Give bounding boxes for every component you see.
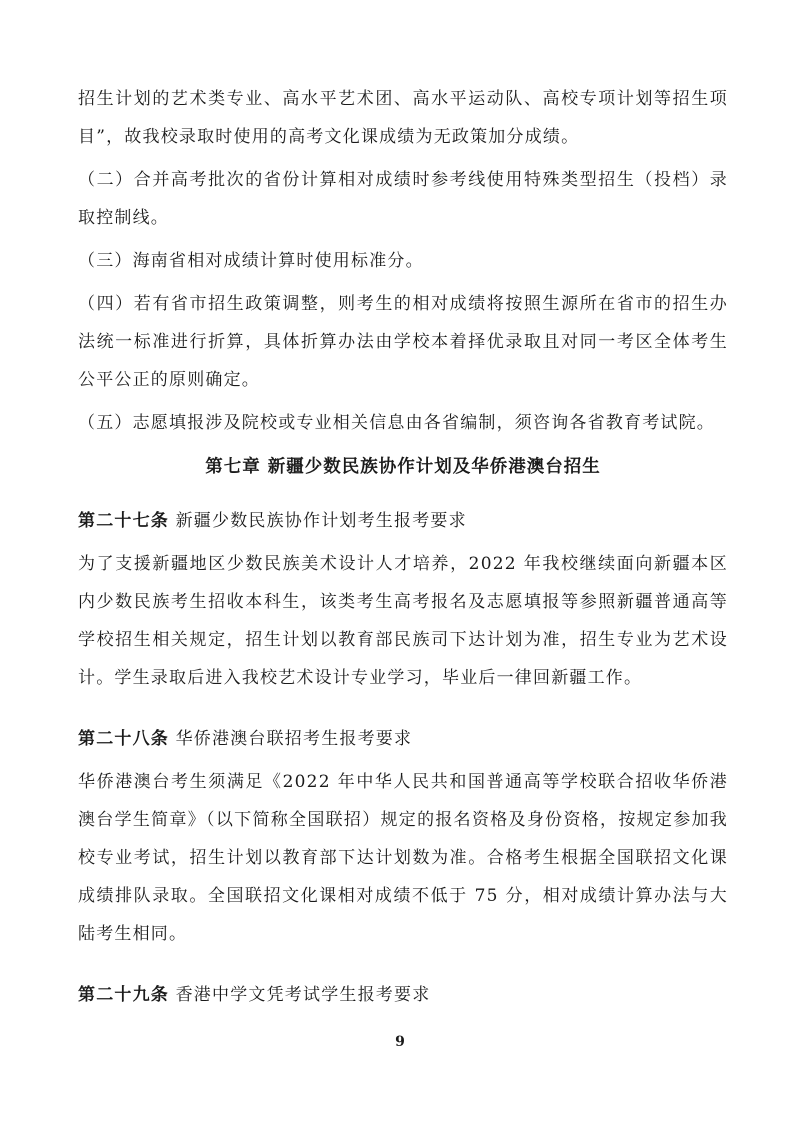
chapter-title: 第七章 新疆少数民族协作计划及华侨港澳台招生: [205, 457, 601, 477]
article-29-heading: [78, 976, 728, 1014]
page-number: 9: [395, 1034, 405, 1050]
document-body: [78, 80, 728, 1019]
paragraph-continuation: 招生计划的艺术类专业、高水平艺术团、高水平运动队、高校专项计划等招生项目”，故我校录取时使用的高考文化课成绩为无政策加分成绩。: [78, 89, 728, 147]
paragraph-item-4: （四）若有省市招生政策调整，则考生的相对成绩将按照生源所在省市的招生办法统一标准进行折算，具体折算办法由学校本着择优录取且对同一考区全体考生公平公正的原则确定。: [78, 294, 728, 390]
article-27-title: 新疆少数民族协作计划考生报考要求: [175, 511, 467, 531]
paragraph-item-3: （三）海南省相对成绩计算时使用标准分。: [78, 251, 424, 271]
article-27-body: 为了支援新疆地区少数民族美术设计人才培养，2022 年我校继续面向新疆本区内少数民族考生招收本科生，该类考生高考报名及志愿填报等参照新疆普通高等学校招生相关规定，招生计划以教育部民族司下达计划为准，招生专业为艺术设计。学生录取后进入我校艺术设计专业学习，毕业后一律回新疆工作。: [78, 554, 728, 688]
article-28-number: 第二十八条: [78, 729, 169, 749]
article-28-heading: [78, 720, 728, 758]
article-27-number: 第二十七条: [78, 511, 169, 531]
article-28-body: 华侨港澳台考生须满足《2022 年中华人民共和国普通高等学校联合招收华侨港澳台学生简章》（以下简称全国联招）规定的报名资格及身份资格，按规定参加我校专业考试，招生计划以教育部下达计划数为准。合格考生根据全国联招文化课成绩排队录取。全国联招文化课相对成绩不低于 75 分，相对成绩计算办法与大陆考生相同。: [78, 772, 728, 944]
paragraph-item-2: （二）合并高考批次的省份计算相对成绩时参考线使用特殊类型招生（投档）录取控制线。: [78, 170, 728, 228]
article-29-title: 香港中学文凭考试学生报考要求: [175, 985, 431, 1005]
article-28-title: 华侨港澳台联招考生报考要求: [175, 729, 413, 749]
article-27-heading: [78, 502, 728, 540]
article-29-number: 第二十九条: [78, 985, 169, 1005]
paragraph-item-5: （五）志愿填报涉及院校或专业相关信息由各省编制，须咨询各省教育考试院。: [78, 413, 715, 433]
